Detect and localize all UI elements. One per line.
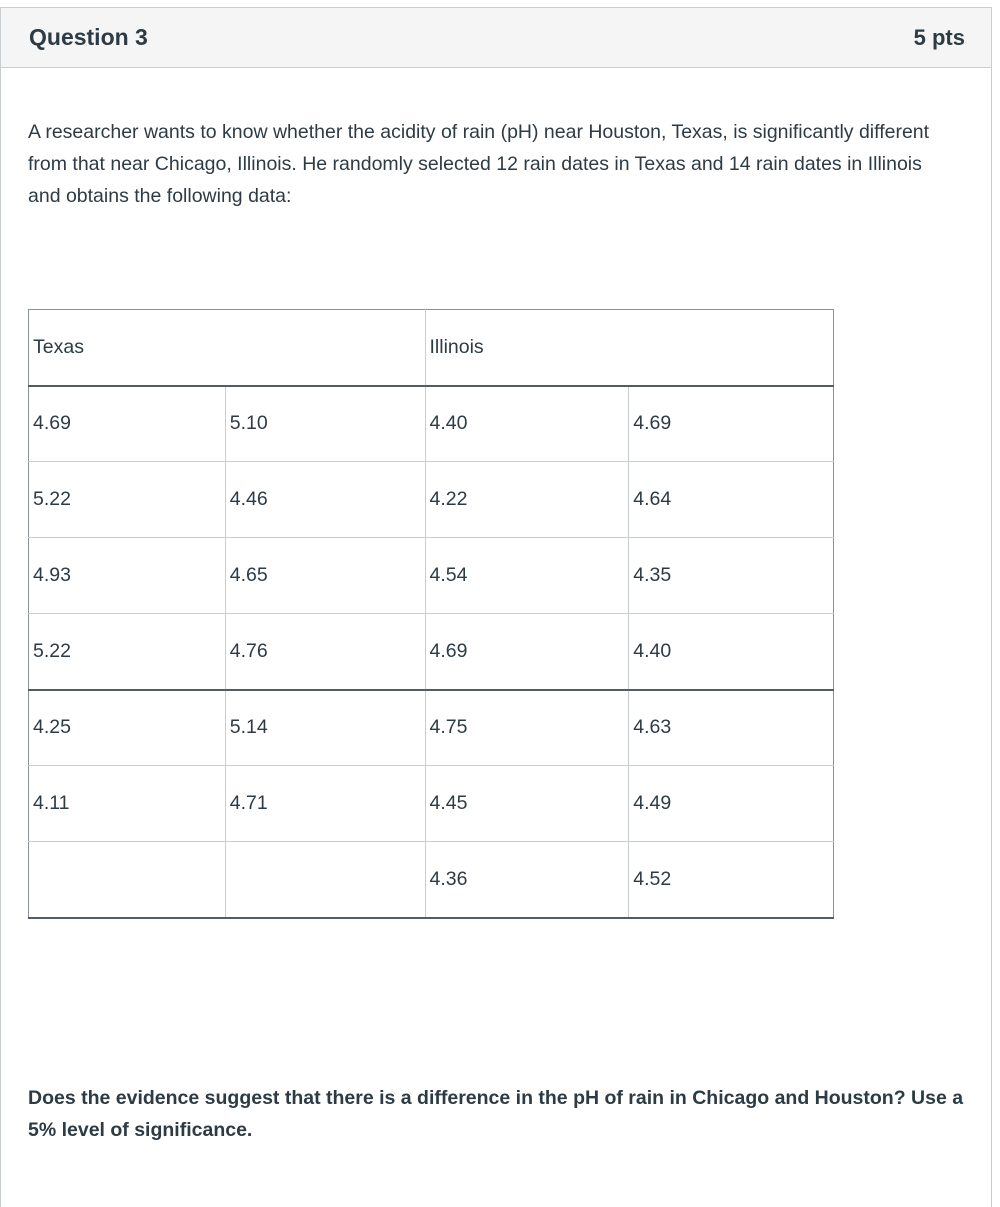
table-cell: 5.10 — [225, 386, 425, 462]
table-cell: 4.69 — [629, 386, 834, 462]
table-row — [29, 766, 834, 842]
table-row — [29, 690, 834, 766]
table-cell: 4.64 — [629, 462, 834, 538]
table-header-row — [29, 310, 834, 386]
table-cell: 4.45 — [425, 766, 629, 842]
table-cell: 4.65 — [225, 538, 425, 614]
table-row — [29, 538, 834, 614]
table-cell: 4.49 — [629, 766, 834, 842]
table-cell: 4.25 — [29, 690, 226, 766]
table-cell: 4.40 — [425, 386, 629, 462]
table-row — [29, 842, 834, 918]
table-cell: 4.69 — [29, 386, 226, 462]
table-cell: 4.11 — [29, 766, 226, 842]
table-row — [29, 462, 834, 538]
table-cell: 4.63 — [629, 690, 834, 766]
table-cell: 4.40 — [629, 614, 834, 690]
table-cell: 4.54 — [425, 538, 629, 614]
table-row — [29, 614, 834, 690]
table-header-cell: Texas — [29, 310, 426, 386]
table-cell: 4.69 — [425, 614, 629, 690]
table-cell — [29, 842, 226, 918]
table-cell: 4.46 — [225, 462, 425, 538]
table-cell: 4.75 — [425, 690, 629, 766]
table-row — [29, 386, 834, 462]
table-cell: 5.22 — [29, 462, 226, 538]
question-text: A researcher wants to know whether the acidity of rain (pH) near Houston, Texas, is significantly different from that near Chicago, Illinois. He randomly selected 12 rain dates in Texas and 14 rain dates in Illinois and obtains the following data: — [28, 121, 930, 207]
table-cell: 4.76 — [225, 614, 425, 690]
table-cell: 4.71 — [225, 766, 425, 842]
table-cell: 4.35 — [629, 538, 834, 614]
table-cell: 4.36 — [425, 842, 629, 918]
question-points: 5 pts — [913, 25, 965, 50]
table-cell: 4.52 — [629, 842, 834, 918]
question-header — [1, 8, 991, 68]
table-cell: 5.22 — [29, 614, 226, 690]
table-cell: 5.14 — [225, 690, 425, 766]
data-table — [28, 309, 834, 919]
question-prompt: Does the evidence suggest that there is a difference in the pH of rain in Chicago and Houston? Use a 5% level of significance. — [28, 1087, 964, 1141]
table-cell: 4.22 — [425, 462, 629, 538]
question-title: Question 3 — [29, 24, 148, 50]
table-cell: 4.93 — [29, 538, 226, 614]
table-header-cell: Illinois — [425, 310, 834, 386]
table-cell — [225, 842, 425, 918]
